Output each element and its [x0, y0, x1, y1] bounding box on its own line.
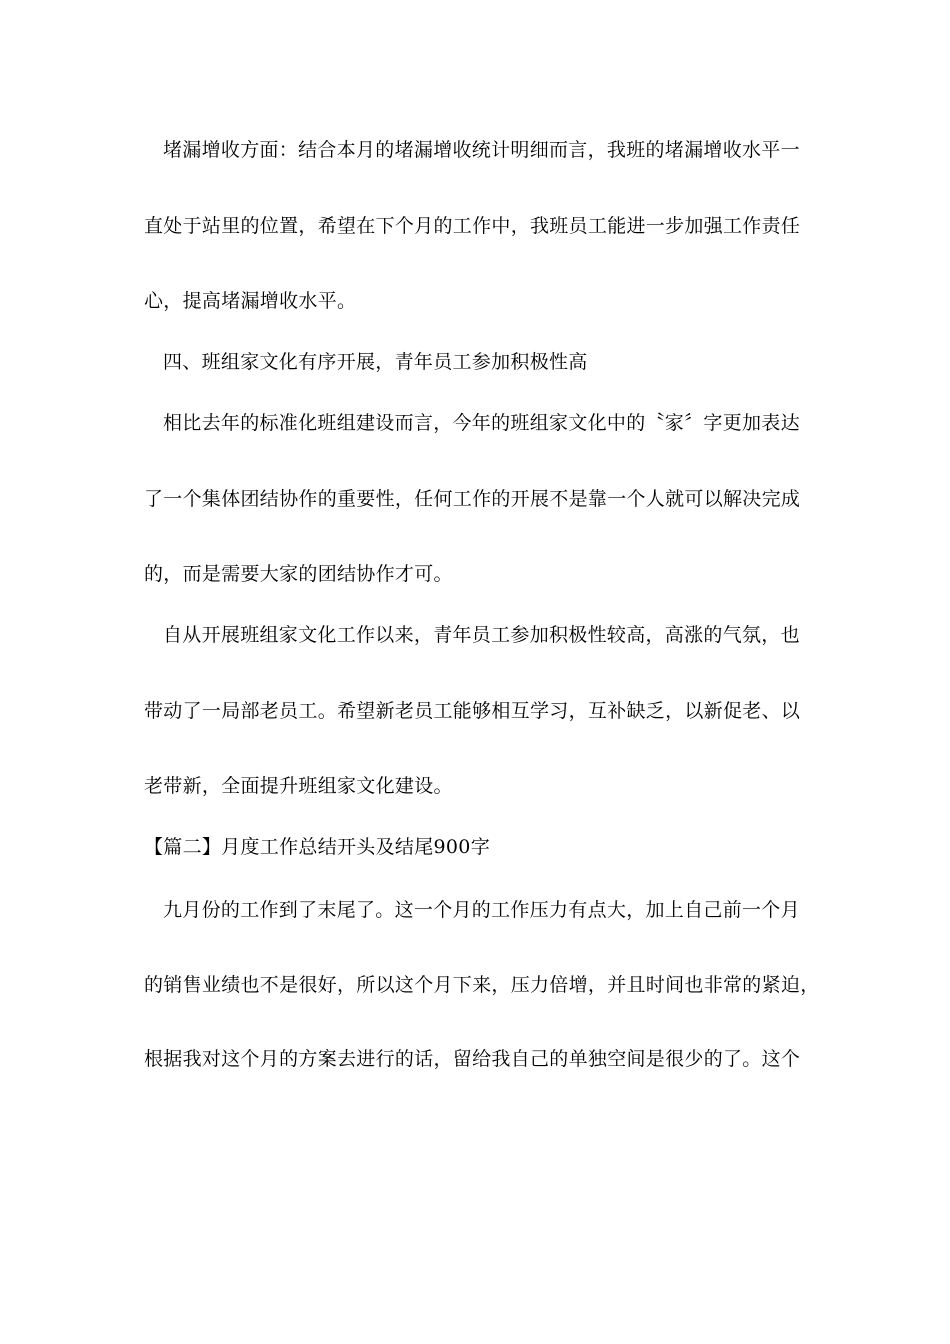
article-title — [144, 834, 804, 860]
paragraph-line: 心，提高堵漏增收水平。 — [144, 290, 357, 312]
paragraph-line: 老带新，全面提升班组家文化建设。 — [144, 775, 453, 797]
article-title-number: 900 — [433, 836, 471, 858]
paragraph-line: 自从开展班组家文化工作以来，青年员工参加积极性较高，高涨的气氛，也 — [163, 624, 800, 646]
paragraph-line: 直处于站里的位置，希望在下个月的工作中，我班员工能进一步加强工作责任 — [144, 215, 801, 237]
paragraph-line: 根据我对这个月的方案去进行的话，留给我自己的单独空间是很少的了。这个 — [144, 1048, 801, 1070]
paragraph-line: 带动了一局部老员工。希望新老员工能够相互学习，互补缺乏，以新促老、以 — [144, 700, 801, 722]
article-title-text: 【篇二】月度工作总结开头及结尾 — [144, 836, 434, 858]
article-title-suffix: 字 — [470, 836, 490, 858]
paragraph-line: 九月份的工作到了末尾了。这一个月的工作压力有点大，加上自己前一个月 — [163, 899, 800, 921]
paragraph-line: 的，而是需要大家的团结协作才可。 — [144, 563, 453, 585]
section-heading: 四、班组家文化有序开展，青年员工参加积极性高 — [163, 351, 588, 373]
paragraph-line: 了一个集体团结协作的重要性，任何工作的开展不是靠一个人就可以解决完成 — [144, 488, 801, 510]
paragraph-line: 相比去年的标准化班组建设而言，今年的班组家文化中的〝家〞字更加表达 — [163, 412, 800, 434]
paragraph-line: 堵漏增收方面：结合本月的堵漏增收统计明细而言，我班的堵漏增收水平一 — [163, 139, 800, 161]
paragraph-line: 的销售业绩也不是很好，所以这个月下来，压力倍增，并且时间也非常的紧迫， — [144, 974, 820, 996]
